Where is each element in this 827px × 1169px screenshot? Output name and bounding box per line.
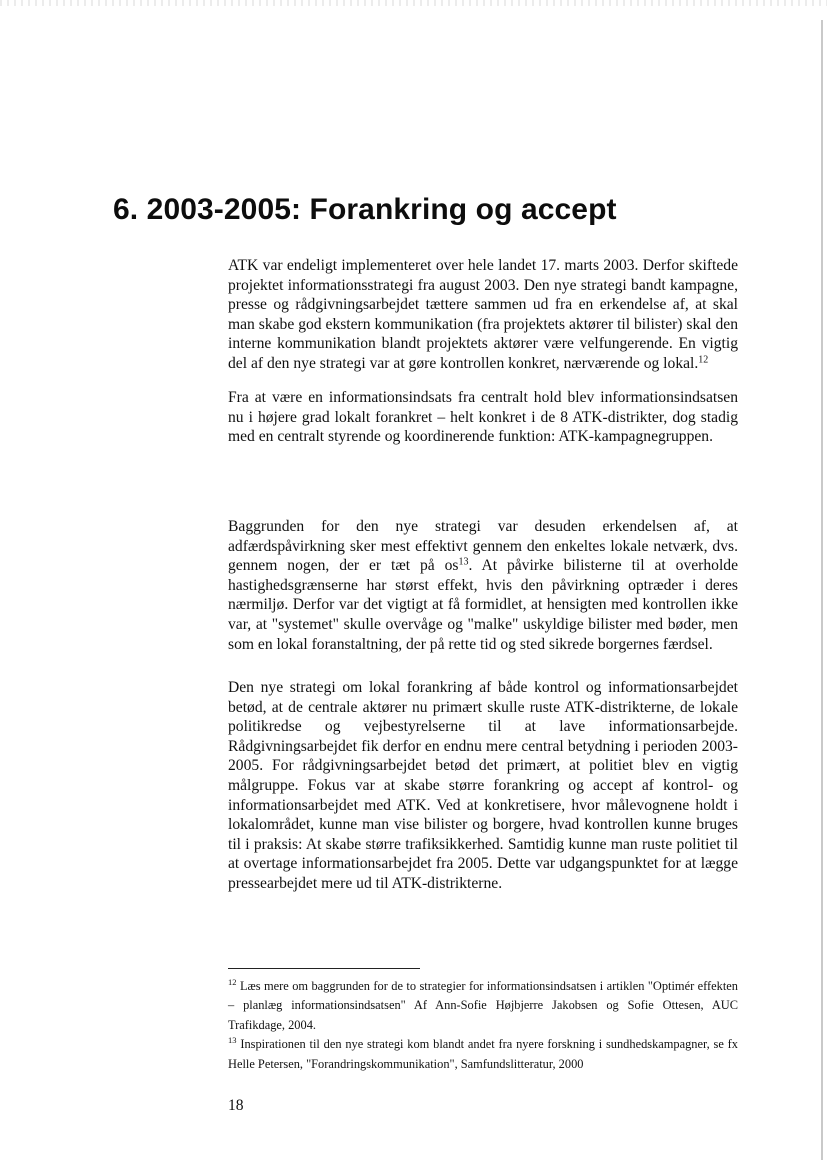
paragraph-4 [228, 678, 738, 894]
page-number: 18 [228, 1097, 244, 1114]
paragraph-3 [228, 517, 738, 654]
paragraph-3-text-continued: . At påvirke bilisterne til at overholde hastighedsgrænserne har størst effekt, hvis den påvirkning optræder i deres nærmiljø. Derfor var det vigtigt at få formidlet, at hensigten med kontrollen ikke var, at "systemet" skulle overvåge og "malke" uskyldige bilister med bøder, men som en lokal foranstaltning, der på rette tid og sted sikrede borgernes færdsel. [228, 557, 738, 653]
footnote-13 [228, 1035, 738, 1074]
paragraph-2 [228, 388, 738, 447]
footnote-12 [228, 977, 738, 1035]
footnote-13-text: Inspirationen til den nye strategi kom blandt andet fra nyere forskning i sundhedskampagner, se fx Helle Petersen, "Forandringskommunikation", Samfundslitteratur, 2000 [228, 1037, 738, 1071]
paragraph-1 [228, 256, 738, 374]
paragraph-4-text: Den nye strategi om lokal forankring af både kontrol og informationsarbejdet betød, at de centrale aktører nu primært skulle ruste ATK-distrikterne, de lokale politikredse og vejbestyrelserne til at lave informationsarbejde. Rådgivningsarbejdet fik derfor en endnu mere central betydning i perioden 2003-2005. For rådgivningsarbejdet betød det primært, at politiet blev en vigtig målgruppe. Fokus var at skabe større forankring og accept af kontrol- og informationsarbejdet med ATK. Ved at konkretisere, hvor målevognene holdt i lokalområdet, kunne man vise bilister og borgere, hvad kontrollen kunne bruges til i praksis: At skabe større trafiksikkerhed. Samtidig kunne man ruste politiet til at overtage informationsarbejdet fra 2005. Dette var udgangspunktet for at lægge pressearbejdet mere ud til ATK-distrikterne. [228, 679, 738, 892]
paragraph-1-text: ATK var endeligt implementeret over hele landet 17. marts 2003. Derfor skiftede projektet informationsstrategi fra august 2003. Den nye strategi bandt kampagne, presse og rådgivningsarbejdet tættere sammen ud fra en erkendelse af, at skal man skabe god ekstern kommunikation (fra projektets aktører til bilister) skal den interne kommunikation blandt projektets aktører være velfungerende. En vigtig del af den nye strategi var at gøre kontrollen konkret, nærværende og lokal. [228, 257, 738, 372]
chapter-title: 6. 2003-2005: Forankring og accept [113, 193, 617, 226]
footnote-number-12: 12 [228, 976, 237, 987]
footnotes [228, 977, 738, 1074]
footnote-ref-12: 12 [698, 354, 709, 366]
footnote-number-13: 13 [228, 1035, 237, 1046]
paragraph-3-text: Baggrunden for den nye strategi var desuden erkendelsen af, at adfærdspåvirkning sker mest effektivt gennem den enkeltes lokale netværk, dvs. gennem nogen, der er tæt på os [228, 518, 738, 575]
footnote-separator [228, 968, 420, 969]
scan-edge-right [821, 20, 823, 1160]
footnote-12-text: Læs mere om baggrunden for de to strategier for informationsindsatsen i artiklen "Optimér effekten – planlæg informationsindsatsen" Af Ann-Sofie Højbjerre Jakobsen og Sofie Ottesen, AUC Trafikdage, 2004. [228, 979, 738, 1032]
footnote-ref-13: 13 [458, 556, 469, 568]
paragraph-2-text: Fra at være en informationsindsats fra centralt hold blev informationsindsatsen nu i højere grad lokalt forankret – helt konkret i de 8 ATK-distrikter, dog stadig med en centralt styrende og koordinerende funktion: ATK-kampagnegruppen. [228, 389, 738, 446]
scan-edge-top [0, 0, 827, 6]
